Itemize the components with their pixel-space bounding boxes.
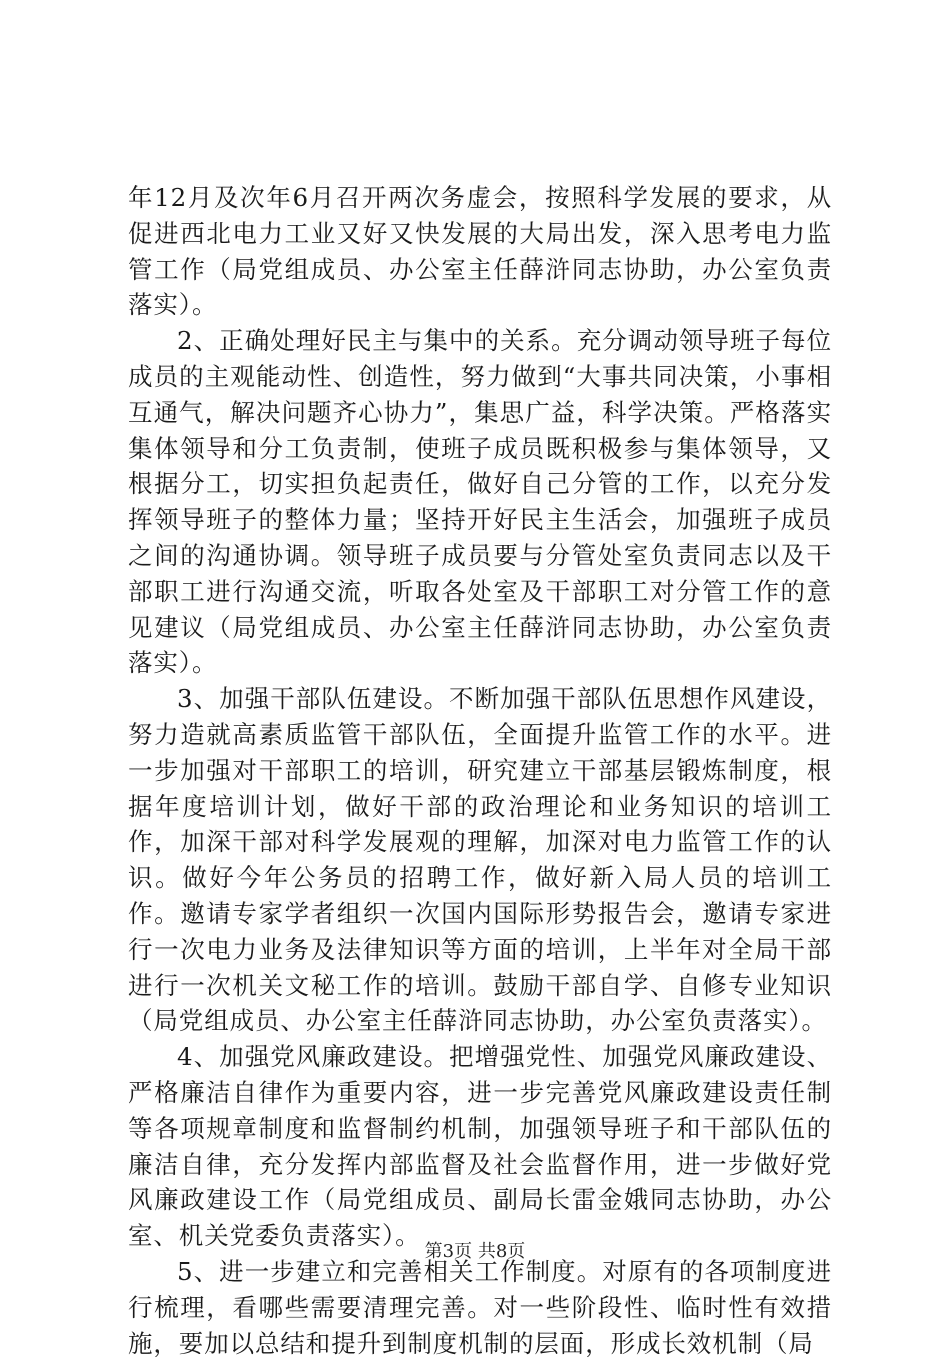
document-body — [128, 180, 832, 1361]
paragraph-item-5: 5、进一步建立和完善相关工作制度。对原有的各项制度进行梳理，看哪些需要清理完善。对一些阶段性、临时性有效措施，要加以总结和提升到制度机制的层面，形成长效机制（局 — [128, 1256, 832, 1358]
paragraph-item-3: 3、加强干部队伍建设。不断加强干部队伍思想作风建设，努力造就高素质监管干部队伍，全面提升监管工作的水平。进一步加强对干部职工的培训，研究建立干部基层锻炼制度，根据年度培训计划，做好干部的政治理论和业务知识的培训工作，加深干部对科学发展观的理解，加深对电力监管工作的认识。做好今年公务员的招聘工作，做好新入局人员的培训工作。邀请专家学者组织一次国内国际形势报告会，邀请专家进行一次电力业务及法律知识等方面的培训，上半年对全局干部进行一次机关文秘工作的培训。鼓励干部自学、自修专业知识（局党组成员、办公室主任薛浒同志协助，办公室负责落实）。 — [128, 684, 832, 1036]
page-number-label: 第3页 共8页 — [424, 1241, 526, 1262]
page-footer — [0, 1240, 950, 1264]
paragraph-continuation: 年12月及次年6月召开两次务虚会，按照科学发展的要求，从促进西北电力工业又好又快发展的大局出发，深入思考电力监管工作（局党组成员、办公室主任薛浒同志协助，办公室负责落实）。 — [128, 183, 832, 320]
paragraph-item-2: 2、正确处理好民主与集中的关系。充分调动领导班子每位成员的主观能动性、创造性，努力做到“大事共同决策，小事相互通气，解决问题齐心协力”，集思广益，科学决策。严格落实集体领导和分工负责制，使班子成员既积极参与集体领导，又根据分工，切实担负起责任，做好自己分管的工作，以充分发挥领导班子的整体力量；坚持开好民主生活会，加强班子成员之间的沟通协调。领导班子成员要与分管处室负责同志以及干部职工进行沟通交流，听取各处室及干部职工对分管工作的意见建议（局党组成员、办公室主任薛浒同志协助，办公室负责落实）。 — [128, 326, 832, 678]
paragraph-item-4: 4、加强党风廉政建设。把增强党性、加强党风廉政建设、严格廉洁自律作为重要内容，进一步完善党风廉政建设责任制等各项规章制度和监督制约机制，加强领导班子和干部队伍的廉洁自律，充分发挥内部监督及社会监督作用，进一步做好党风廉政建设工作（局党组成员、副局长雷金娥同志协助，办公室、机关党委负责落实）。 — [128, 1042, 832, 1251]
